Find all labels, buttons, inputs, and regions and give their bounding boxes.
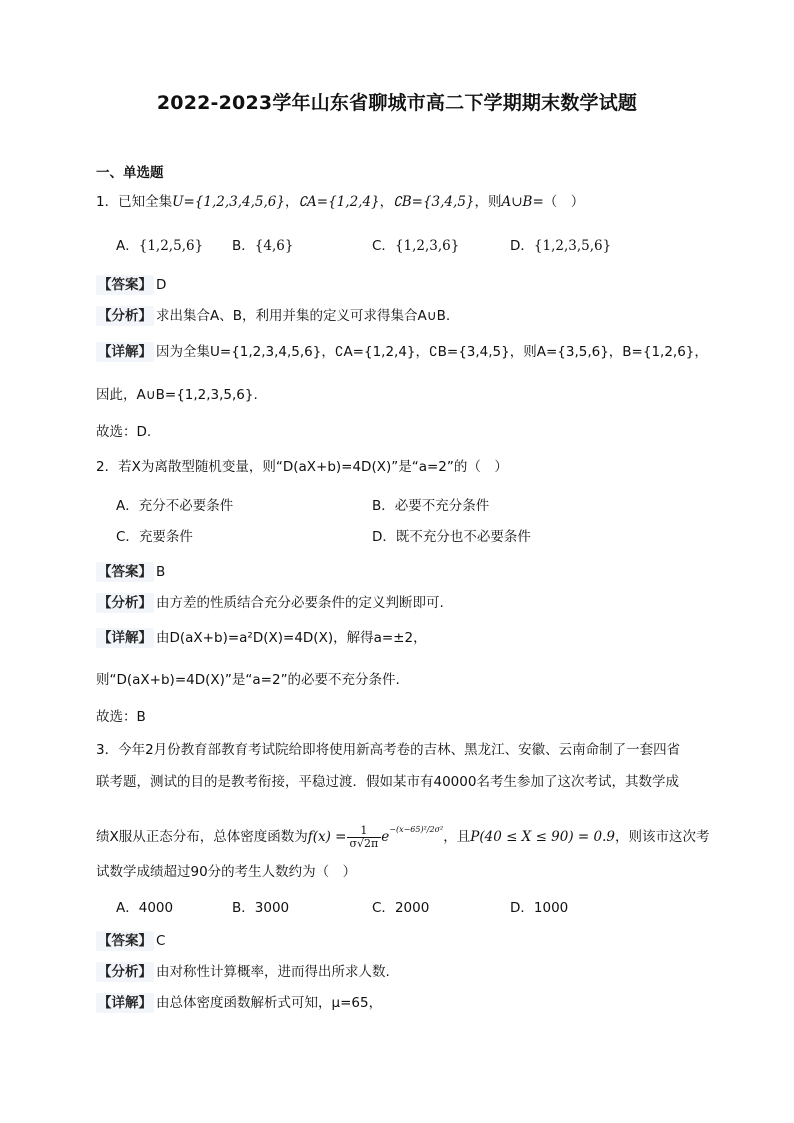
q3-stem-2: 联考题，测试的目的是教考衔接，平稳过渡．假如某市有40000名考生参加了这次考试，其数学成	[96, 774, 679, 790]
section-heading: 一、单选题	[96, 165, 164, 181]
q1-stem: 1．已知全集U={1,2,3,4,5,6}，∁A={1,2,4}，∁B={3,4,5}，则A∪B=（ ）	[96, 194, 585, 210]
q3-detail-1: 【详解】 由总体密度函数解析式可知，μ=65，	[98, 995, 383, 1011]
q2-detail-1: 【详解】 由D(aX+b)=a²D(X)=4D(X)，解得a=±2，	[98, 630, 427, 646]
density-fraction: $\frac{1}{\sigma√2\pi}$	[347, 825, 382, 850]
q3-stem-4: 试数学成绩超过90分的考生人数约为（ ）	[96, 864, 357, 880]
q2-option-c: C．充要条件	[116, 529, 193, 545]
page-title: 2022-2023学年山东省聊城市高二下学期期末数学试题	[156, 92, 638, 114]
q2-conclusion: 故选：B	[96, 709, 146, 725]
q1-answer: 【答案】 D	[98, 277, 167, 293]
q1-detail-2: 因此，A∪B={1,2,3,5,6}.	[96, 387, 258, 403]
q1-option-a: A．{1,2,5,6}	[116, 238, 204, 254]
q1-analysis: 【分析】 求出集合A、B，利用并集的定义可求得集合A∪B.	[98, 308, 451, 324]
q3-option-a: A．4000	[116, 900, 174, 916]
q2-option-a: A．充分不必要条件	[116, 498, 234, 514]
q2-answer: 【答案】 B	[98, 564, 166, 580]
q1-option-b: B．{4,6}	[232, 238, 294, 254]
q3-option-c: C．2000	[372, 900, 430, 916]
q1-option-c: C．{1,2,3,6}	[372, 238, 460, 254]
q2-stem: 2．若X为离散型随机变量，则“D(aX+b)=4D(X)”是“a=2”的（ ）	[96, 459, 508, 475]
q2-analysis: 【分析】 由方差的性质结合充分必要条件的定义判断即可.	[98, 595, 444, 611]
q2-option-b: B．必要不充分条件	[372, 498, 490, 514]
q3-stem-1: 3．今年2月份教育部教育考试院给即将使用新高考卷的吉林、黑龙江、安徽、云南命制了一套四省	[96, 742, 681, 758]
q2-detail-2: 则“D(aX+b)=4D(X)”是“a=2”的必要不充分条件.	[96, 672, 400, 688]
q1-option-d: D．{1,2,3,5,6}	[510, 238, 612, 254]
q2-option-d: D．既不充分也不必要条件	[372, 529, 531, 545]
q3-answer: 【答案】 C	[98, 933, 166, 949]
q3-option-b: B．3000	[232, 900, 290, 916]
q3-stem-3: 绩X服从正态分布，总体密度函数为f(x) = $\frac{1}{\sigma√2\pi}$ $e^{-(x-65)^2/2\sigma^2}$，且P(40 ≤ X ≤ 90) = 0.9，则该市这次考	[96, 823, 710, 850]
q1-conclusion: 故选：D.	[96, 424, 152, 440]
q3-analysis: 【分析】 由对称性计算概率，进而得出所求人数.	[98, 964, 390, 980]
q1-detail-1: 【详解】 因为全集U={1,2,3,4,5,6}，∁A={1,2,4}，∁B={3,4,5}，则A={3,5,6}，B={1,2,6}，	[98, 344, 708, 360]
q3-option-d: D．1000	[510, 900, 569, 916]
